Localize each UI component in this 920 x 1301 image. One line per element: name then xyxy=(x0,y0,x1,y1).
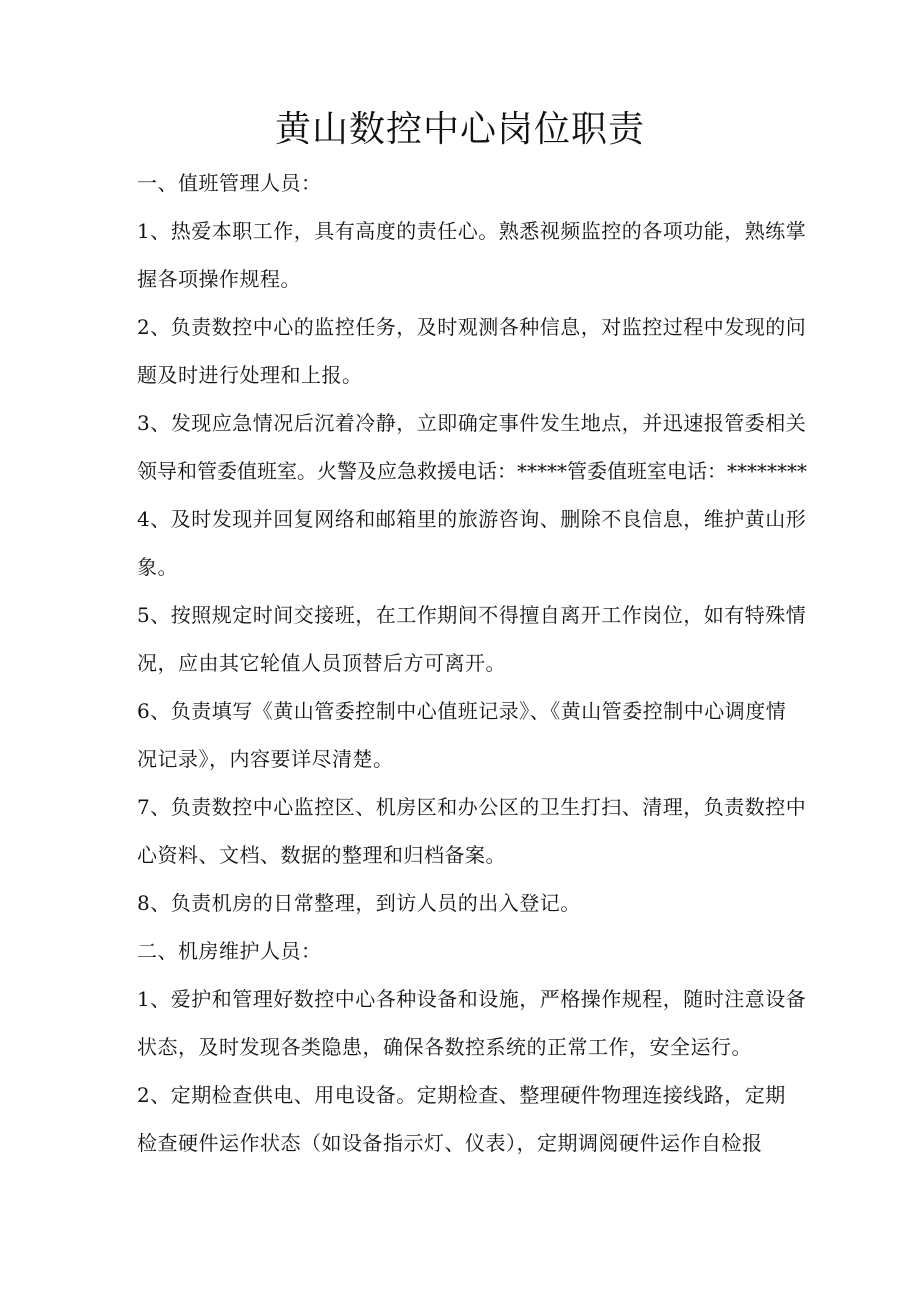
paragraph-line: 题及时进行处理和上报。 xyxy=(137,363,363,387)
paragraph-line: 状态，及时发现各类隐患，确保各数控系统的正常工作，安全运行。 xyxy=(137,1035,752,1059)
paragraph-line: 象。 xyxy=(137,555,178,579)
paragraph-line: 况记录》，内容要详尽清楚。 xyxy=(137,747,394,771)
paragraph-line: 1、爱护和管理好数控中心各种设备和设施，严格操作规程，随时注意设备 xyxy=(137,987,807,1011)
paragraph-line: 8、负责机房的日常整理，到访人员的出入登记。 xyxy=(137,891,581,915)
section-heading: 一、值班管理人员： xyxy=(137,171,322,195)
paragraph-line: 心资料、文档、数据的整理和归档备案。 xyxy=(137,843,506,867)
section-heading: 二、机房维护人员： xyxy=(137,939,322,963)
paragraph-line: 3、发现应急情况后沉着冷静，立即确定事件发生地点，并迅速报管委相关 xyxy=(137,411,807,435)
paragraph-line: 6、负责填写《黄山管委控制中心值班记录》、《黄山管委控制中心调度情 xyxy=(137,699,787,723)
paragraph-line: 况，应由其它轮值人员顶替后方可离开。 xyxy=(137,651,506,675)
paragraph-line: 领导和管委值班室。火警及应急救援电话：*****管委值班室电话：******** xyxy=(137,459,807,483)
paragraph-line: 握各项操作规程。 xyxy=(137,267,301,291)
paragraph-line: 2、负责数控中心的监控任务，及时观测各种信息，对监控过程中发现的问 xyxy=(137,315,807,339)
paragraph-line: 2、定期检查供电、用电设备。定期检查、整理硬件物理连接线路，定期 xyxy=(137,1083,786,1107)
paragraph-line: 1、热爱本职工作，具有高度的责任心。熟悉视频监控的各项功能，熟练掌 xyxy=(137,219,807,243)
paragraph-line: 5、按照规定时间交接班，在工作期间不得擅自离开工作岗位，如有特殊情 xyxy=(137,603,807,627)
paragraph-line: 检查硬件运作状态（如设备指示灯、仪表），定期调阅硬件运作自检报 xyxy=(137,1131,763,1155)
paragraph-line: 4、及时发现并回复网络和邮箱里的旅游咨询、删除不良信息，维护黄山形 xyxy=(137,507,807,531)
document-title: 黄山数控中心岗位职责 xyxy=(274,109,645,150)
paragraph-line: 7、负责数控中心监控区、机房区和办公区的卫生打扫、清理，负责数控中 xyxy=(137,795,807,819)
